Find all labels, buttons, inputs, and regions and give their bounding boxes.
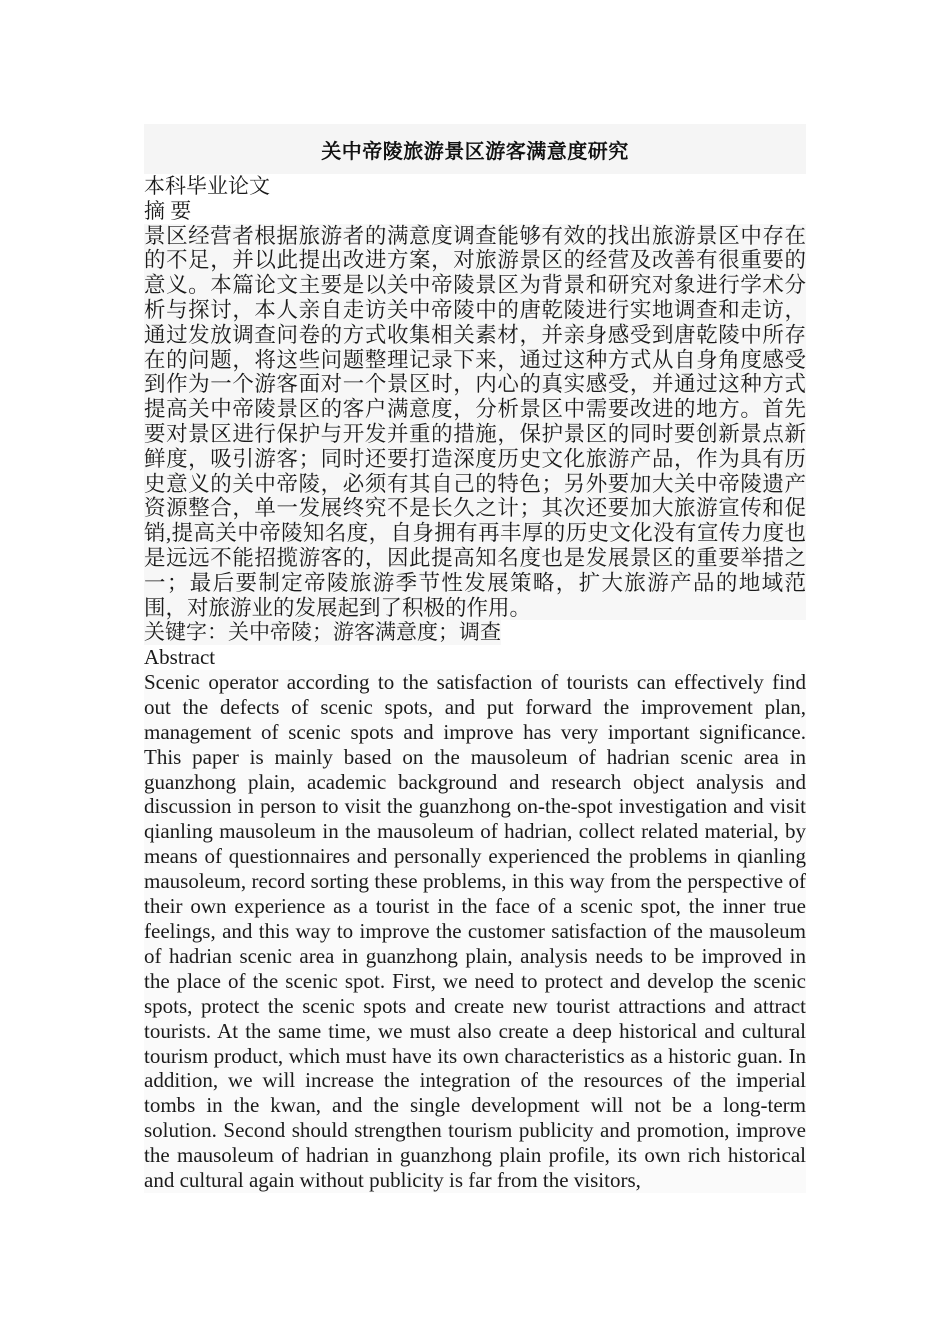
abstract-en-body: Scenic operator according to the satisfaction of tourists can effectively find out the defects of scenic spots, and put forward the improvement plan, management of scenic spots and improve has very important significance. This paper is mainly based on the mausoleum of hadrian scenic area in guanzhong plain, academic background and research object analysis and discussion in person to visit the guanzhong on-the-spot investigation and visit qianling mausoleum in the mausoleum of hadrian, collect related material, by means of questionnaires and personally experienced the problems in qianling mausoleum, record sorting these problems, in this way from the perspective of their own experience as a tourist in the face of a scenic spot, the inner true feelings, and this way to improve the customer satisfaction of the mausoleum of hadrian scenic area in guanzhong plain, analysis needs to be improved in the place of the scenic spot. First, we need to protect and develop the scenic spots, protect the scenic spots and create new tourist attractions and attract tourists. At the same time, we must also create a deep historical and cultural tourism product, which must have its own characteristics as a historic guan. In addition, we will increase the integration of the resources of the imperial tombs in the kwan, and the single development will not be a long-term solution. Second should strengthen tourism publicity and promotion, improve the mausoleum of hadrian in guanzhong plain profile, its own rich historical and cultural again without publicity is far from the visitors, — [144, 669, 806, 1193]
abstract-en-heading: Abstract — [144, 645, 216, 670]
title-band — [144, 124, 806, 174]
keywords-zh: 关键字：关中帝陵；游客满意度；调查 — [144, 620, 501, 645]
abstract-zh-body: 景区经营者根据旅游者的满意度调查能够有效的找出旅游景区中存在的不足，并以此提出改进方案，对旅游景区的经营及改善有很重要的意义。本篇论文主要是以关中帝陵景区为背景和研究对象进行学术分析与探讨，本人亲自走访关中帝陵中的唐乾陵进行实地调查和走访，通过发放调查问卷的方式收集相关素材，并亲身感受到唐乾陵中所存在的问题，将这些问题整理记录下来，通过这种方式从自身角度感受到作为一个游客面对一个景区时，内心的真实感受，并通过这种方式提高关中帝陵景区的客户满意度，分析景区中需要改进的地方。首先要对景区进行保护与开发并重的措施，保护景区的同时要创新景点新鲜度，吸引游客；同时还要打造深度历史文化旅游产品，作为具有历史意义的关中帝陵，必须有其自己的特色；另外要加大关中帝陵遗产资源整合，单一发展终究不是长久之计；其次还要加大旅游宣传和促销,提高关中帝陵知名度，自身拥有再丰厚的历史文化没有宣传力度也是远远不能招揽游客的，因此提高知名度也是发展景区的重要举措之一；最后要制定帝陵旅游季节性发展策略，扩大旅游产品的地域范围，对旅游业的发展起到了积极的作用。 — [144, 223, 806, 620]
abstract-zh-heading: 摘 要 — [144, 198, 192, 223]
thesis-type: 本科毕业论文 — [144, 174, 270, 198]
document-title: 关中帝陵旅游景区游客满意度研究 — [321, 138, 629, 163]
document-page — [144, 124, 806, 1193]
